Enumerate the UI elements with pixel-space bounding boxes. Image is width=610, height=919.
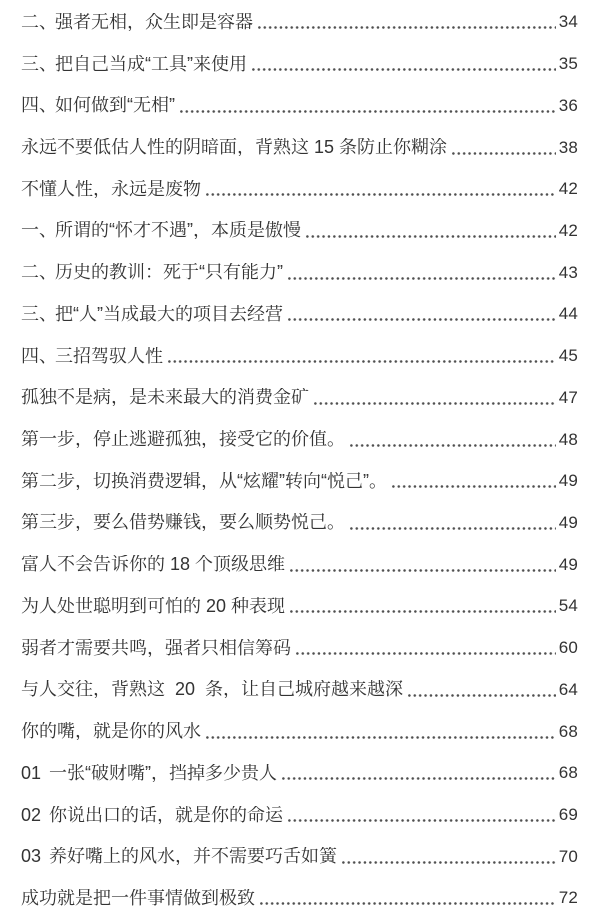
- dotted-leader: [290, 610, 556, 613]
- toc-entry-title: 第三步，要么借势赚钱，要么顺势悦己。: [21, 513, 345, 532]
- table-of-contents: [21, 1, 578, 919]
- toc-entry-page-number: 42: [558, 179, 578, 199]
- dotted-leader: [392, 485, 556, 488]
- toc-entry-page-number: 34: [558, 12, 578, 32]
- toc-entry-title: 你的嘴，就是你的风水: [21, 722, 201, 741]
- toc-entry-title: 为人处世聪明到可怕的 20 种表现: [21, 596, 286, 615]
- toc-entry-page-number: 64: [558, 679, 578, 699]
- toc-entry-number: 02: [21, 804, 42, 825]
- toc-entry-page-number: 69: [558, 805, 578, 825]
- toc-entry-number: 四、: [21, 95, 57, 116]
- toc-entry-title: 弱者才需要共鸣，强者只相信筹码: [21, 638, 291, 657]
- toc-entry-title: 历史的教训：死于“只有能力”: [55, 263, 283, 282]
- dotted-leader: [350, 444, 556, 447]
- dotted-leader: [314, 402, 556, 405]
- dotted-leader: [168, 360, 556, 363]
- toc-entry[interactable]: [21, 460, 578, 502]
- dotted-leader: [452, 152, 556, 155]
- toc-entry-title: 永远不要低估人性的阴暗面，背熟这 15 条防止你糊涂: [21, 138, 448, 157]
- toc-entry-number: 二、: [21, 11, 57, 32]
- toc-entry[interactable]: [21, 794, 578, 836]
- toc-entry-title: 把“人”当成最大的项目去经营: [55, 304, 283, 323]
- toc-entry-title: 强者无相，众生即是容器: [55, 12, 253, 31]
- toc-entry-title: 与人交往，背熟这 20 条，让自己城府越来越深: [21, 680, 404, 699]
- toc-entry[interactable]: [21, 543, 578, 585]
- toc-entry-page-number: 60: [558, 638, 578, 658]
- toc-entry-number: 三、: [21, 303, 57, 324]
- toc-entry-title: 第二步，切换消费逻辑，从“炫耀”转向“悦己”。: [21, 471, 387, 490]
- toc-entry-page-number: 47: [558, 387, 578, 407]
- dotted-leader: [206, 736, 556, 739]
- dotted-leader: [282, 777, 556, 780]
- toc-entry[interactable]: [21, 418, 578, 460]
- toc-entry-page-number: 72: [558, 888, 578, 908]
- toc-entry[interactable]: [21, 627, 578, 669]
- toc-entry-number: 01: [21, 762, 42, 783]
- dotted-leader: [258, 26, 556, 29]
- toc-entry[interactable]: [21, 376, 578, 418]
- toc-entry[interactable]: [21, 251, 578, 293]
- toc-entry[interactable]: [21, 669, 578, 711]
- toc-entry-title: 一张“破财嘴”，挡掉多少贵人: [49, 763, 277, 782]
- dotted-leader: [180, 110, 556, 113]
- toc-entry[interactable]: [21, 43, 578, 85]
- dotted-leader: [288, 819, 556, 822]
- toc-entry[interactable]: [21, 877, 578, 919]
- dotted-leader: [252, 68, 556, 71]
- toc-entry-title: 如何做到“无相”: [55, 96, 175, 115]
- dotted-leader: [206, 193, 556, 196]
- toc-entry[interactable]: [21, 710, 578, 752]
- toc-entry[interactable]: [21, 293, 578, 335]
- dotted-leader: [296, 652, 556, 655]
- dotted-leader: [350, 527, 556, 530]
- toc-entry-page-number: 44: [558, 304, 578, 324]
- toc-entry-page-number: 43: [558, 262, 578, 282]
- toc-entry[interactable]: [21, 210, 578, 252]
- toc-entry[interactable]: [21, 585, 578, 627]
- dotted-leader: [260, 902, 556, 905]
- toc-entry-number: 四、: [21, 345, 57, 366]
- toc-entry-title: 孤独不是病，是未来最大的消费金矿: [21, 388, 309, 407]
- toc-entry[interactable]: [21, 502, 578, 544]
- toc-entry[interactable]: [21, 126, 578, 168]
- toc-entry-page-number: 54: [558, 596, 578, 616]
- toc-entry-page-number: 45: [558, 346, 578, 366]
- toc-entry[interactable]: [21, 168, 578, 210]
- toc-entry-page-number: 68: [558, 721, 578, 741]
- toc-entry-page-number: 68: [558, 763, 578, 783]
- dotted-leader: [290, 569, 556, 572]
- toc-entry-page-number: 36: [558, 95, 578, 115]
- toc-entry-title: 把自己当成“工具”来使用: [55, 54, 247, 73]
- toc-entry[interactable]: [21, 835, 578, 877]
- toc-entry-page-number: 48: [558, 429, 578, 449]
- toc-entry[interactable]: [21, 335, 578, 377]
- dotted-leader: [288, 277, 556, 280]
- toc-entry-title: 你说出口的话，就是你的命运: [49, 805, 283, 824]
- toc-entry-number: 二、: [21, 262, 57, 283]
- toc-entry-page-number: 49: [558, 471, 578, 491]
- toc-entry-title: 三招驾驭人性: [55, 346, 163, 365]
- toc-entry-page-number: 49: [558, 554, 578, 574]
- toc-entry-title: 所谓的“怀才不遇”，本质是傲慢: [55, 221, 301, 240]
- toc-entry-page-number: 42: [558, 220, 578, 240]
- toc-entry-number: 一、: [21, 220, 57, 241]
- toc-entry[interactable]: [21, 84, 578, 126]
- toc-entry-number: 三、: [21, 53, 57, 74]
- toc-entry-title: 养好嘴上的风水，并不需要巧舌如簧: [49, 847, 337, 866]
- toc-entry-page-number: 49: [558, 512, 578, 532]
- toc-entry[interactable]: [21, 752, 578, 794]
- toc-entry-title: 成功就是把一件事情做到极致: [21, 888, 255, 907]
- dotted-leader: [306, 235, 556, 238]
- toc-entry-number: 03: [21, 846, 42, 867]
- dotted-leader: [408, 694, 556, 697]
- dotted-leader: [342, 861, 556, 864]
- toc-entry-title: 富人不会告诉你的 18 个顶级思维: [21, 555, 286, 574]
- toc-entry-page-number: 38: [558, 137, 578, 157]
- toc-entry-title: 不懂人性，永远是废物: [21, 179, 201, 198]
- toc-entry-page-number: 70: [558, 846, 578, 866]
- toc-entry-title: 第一步，停止逃避孤独，接受它的价值。: [21, 430, 345, 449]
- toc-entry[interactable]: [21, 1, 578, 43]
- dotted-leader: [288, 318, 556, 321]
- toc-entry-page-number: 35: [558, 54, 578, 74]
